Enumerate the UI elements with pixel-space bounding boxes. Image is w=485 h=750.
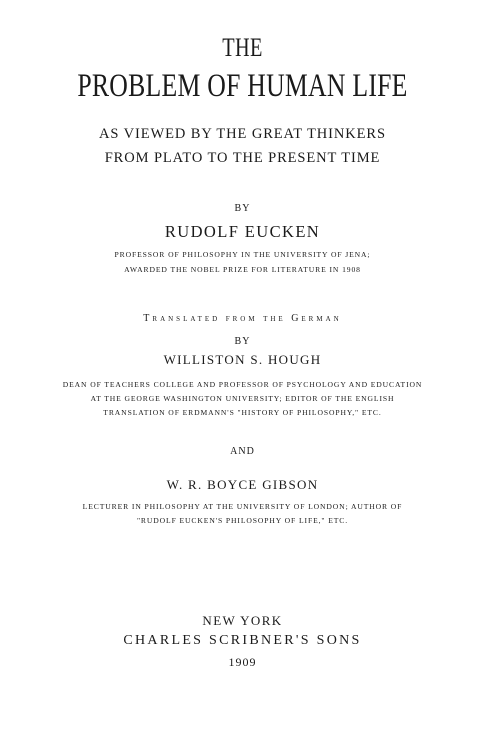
title-line-1: THE bbox=[222, 33, 263, 62]
imprint-publisher: CHARLES SCRIBNER'S SONS bbox=[123, 633, 362, 648]
and-conjunction: AND bbox=[230, 446, 255, 457]
translator-1-name: WILLISTON S. HOUGH bbox=[163, 352, 322, 367]
title-line-2: PROBLEM OF HUMAN LIFE bbox=[77, 68, 408, 104]
translation-note: Translated from the German bbox=[143, 313, 342, 324]
translator-2-credential-2: "RUDOLF EUCKEN'S PHILOSOPHY OF LIFE," ETC. bbox=[136, 516, 349, 525]
translation-by: BY bbox=[234, 336, 251, 347]
translator-1-credential-2: AT THE GEORGE WASHINGTON UNIVERSITY; EDITOR OF THE ENGLISH bbox=[90, 394, 395, 403]
imprint-place: NEW YORK bbox=[202, 613, 283, 628]
translator-1-credential-1: DEAN OF TEACHERS COLLEGE AND PROFESSOR OF PSYCHOLOGY AND EDUCATION bbox=[62, 380, 423, 389]
author-credential-2: AWARDED THE NOBEL PRIZE FOR LITERATURE IN 1908 bbox=[124, 265, 361, 274]
author-name: RUDOLF EUCKEN bbox=[164, 222, 321, 241]
imprint-year: 1909 bbox=[228, 655, 257, 669]
author-by: BY bbox=[234, 203, 251, 214]
translator-1-credential-3: TRANSLATION OF ERDMANN'S "HISTORY OF PHILOSOPHY," ETC. bbox=[103, 408, 382, 417]
translator-2-credential-1: LECTURER IN PHILOSOPHY AT THE UNIVERSITY OF LONDON; AUTHOR OF bbox=[82, 502, 403, 511]
subtitle-line-2: FROM PLATO TO THE PRESENT TIME bbox=[104, 150, 381, 166]
translator-2-name: W. R. BOYCE GIBSON bbox=[166, 477, 319, 492]
subtitle-line-1: AS VIEWED BY THE GREAT THINKERS bbox=[99, 126, 386, 142]
author-credential-1: PROFESSOR OF PHILOSOPHY IN THE UNIVERSITY OF JENA; bbox=[114, 250, 371, 259]
